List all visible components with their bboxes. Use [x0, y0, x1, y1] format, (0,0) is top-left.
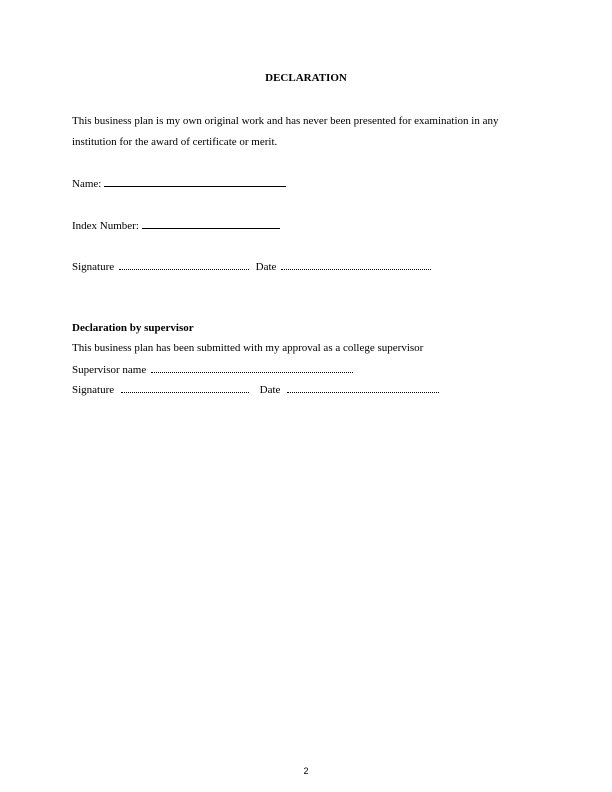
supervisor-name-field[interactable]: [151, 362, 353, 373]
page-title: DECLARATION: [265, 72, 347, 84]
index-number-field[interactable]: [142, 218, 280, 229]
declaration-statement: This business plan is my own original work and has never been presented for examination in any institution for the award of certificate or merit.: [72, 115, 499, 148]
index-number-field-row: [72, 218, 280, 232]
index-number-label: Index Number:: [72, 220, 139, 232]
supervisor-date-field[interactable]: [287, 382, 439, 393]
supervisor-signature-date-row: [72, 382, 439, 396]
supervisor-name-label: Supervisor name: [72, 364, 147, 376]
supervisor-signature-label: Signature: [72, 384, 115, 396]
name-field[interactable]: [104, 176, 286, 187]
date-label: Date: [255, 261, 277, 273]
date-field[interactable]: [281, 259, 431, 270]
page-number: 2: [303, 766, 309, 776]
name-label: Name:: [72, 178, 102, 190]
supervisor-signature-field[interactable]: [121, 382, 249, 393]
signature-date-row: [72, 259, 431, 273]
supervisor-statement: This business plan has been submitted with my approval as a college supervisor: [72, 342, 424, 354]
signature-label: Signature: [72, 261, 115, 273]
supervisor-date-label: Date: [259, 384, 281, 396]
name-field-row: [72, 176, 286, 190]
supervisor-name-row: [72, 362, 353, 376]
signature-field[interactable]: [119, 259, 249, 270]
supervisor-heading: Declaration by supervisor: [72, 322, 194, 334]
